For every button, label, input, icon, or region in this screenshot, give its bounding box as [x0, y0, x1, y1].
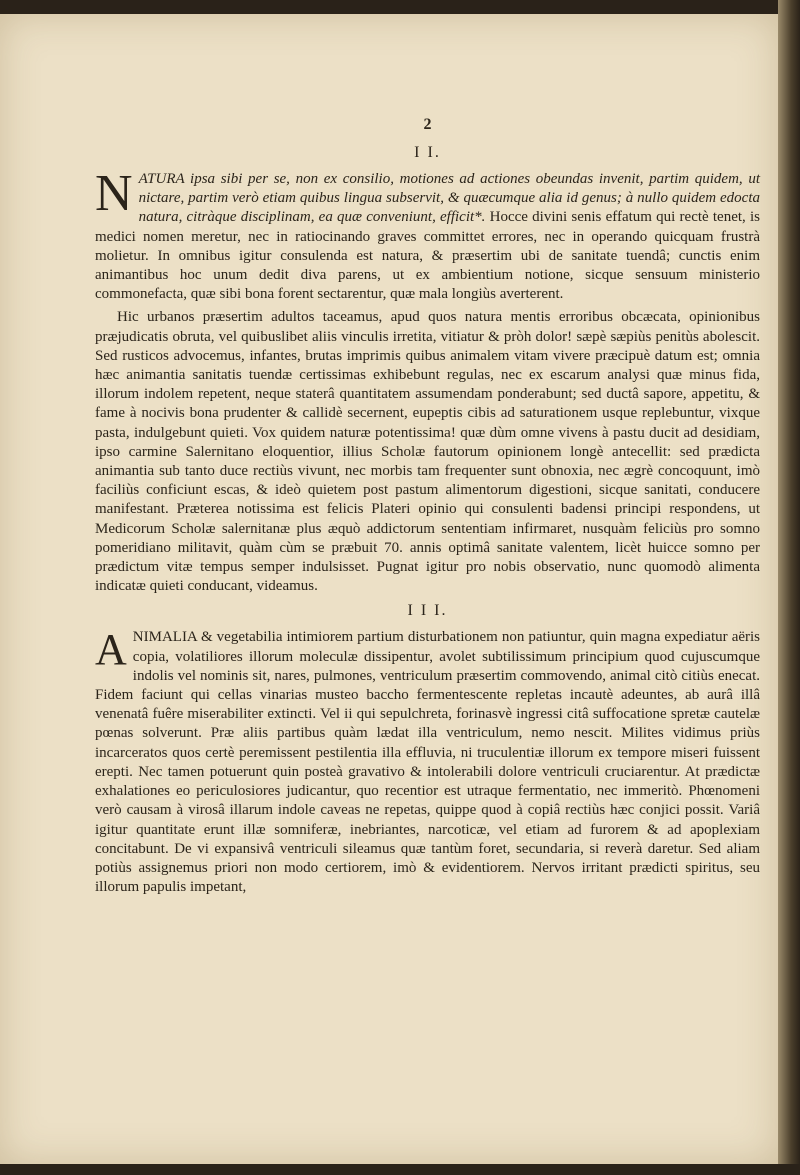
scan-top-border	[0, 0, 800, 14]
section-iii-paragraph	[95, 625, 761, 897]
page-text-block	[95, 116, 760, 897]
lead-caps: NIMALIA	[132, 629, 197, 646]
page-number: 2	[423, 116, 432, 133]
book-page	[0, 14, 778, 1164]
paragraph-body: & vegetabilia intimiorem partium disturbationem non patiuntur, quin magna expediatur aëris copia, volatiliores illorum moleculæ dissipentur, avolet subtilissimum principium quod cujuscumque indolis vel nominis sit, nares, pulmones, ventriculum præsertim commovendo, animal citò citiùs enecat. Fidem faciunt qui cellas vinarias musteo baccho fermentescente repletas incautè adeuntes, ab aurâ illâ venenatâ fuêre miserabiliter extincti. Vel ii qui sepulchreta, forinasvè ingressi citâ suffocatione spretæ cautelæ pœnas solverunt. Præ aliis partibus quàm lædat illa ventriculum, nemo nescit. Milites vidimus priùs incarceratos quos certè peremissent pestilentia illa effluvia, ni truculentiæ illorum ex tempore miseri fuissent erepti. Nec tamen potuerunt quin posteà gravativo & intolerabili dolore ventriculi cruciarentur. At prædictæ exhalationes eo periculosiores judicantur, quo recentior est utraque fermentatio, nec immeritò. Phœnomeni verò causam à virosâ illarum indole caveas ne repetas, quippe quod à copiâ rectiùs hæc conjici possit. Variâ igitur quantitate erunt illæ somniferæ, inebriantes, narcoticæ, vel etiam ad furorem & ad apoplexiam concitabunt. De vi expansivâ ventriculi sileamus quæ tantùm foret, secundaria, si reverà daretur. Sed aliam potiùs assignemus priori non modo certiorem, imò & evidentiorem. Nervos irritant prædicti spiritus, seu illorum papulis impetant,	[95, 629, 761, 896]
section-heading-iii: I I I.	[407, 602, 448, 620]
drop-cap-n: N	[95, 165, 133, 222]
drop-cap-a: A	[95, 625, 127, 675]
scan-bottom-border	[0, 1164, 800, 1175]
italic-quotation: ATURA ipsa sibi per se, non ex consilio, motiones ad actiones obeundas invenit, partim quidem, ut nictare, partim verò etiam quibus lingua subservit, & quæcumque alia id genus; à nullo quidem edocta natura, citràque disciplinam, ea quæ conveniunt, efficit*.	[138, 171, 760, 226]
paragraph-continuation: Hocce divini senis effatum qui rectè tenet, is medici nomen meretur, nec in ratiocinando graves committet errores, nec in operando quicquam frustrà molietur. In omnibus igitur consulenda est natura, & præsertim ubi de sanitate tuendâ; cunctis enim animantibus hoc unum dedit diva parens, ut ex ambientium notione, sicque sensuum ministerio commonefacta, quæ sibi bona forent sectarentur, quæ mala longiùs averterent.	[95, 209, 761, 303]
section-heading-ii: I I.	[414, 144, 441, 161]
section-ii-paragraph-1	[95, 165, 761, 304]
section-ii-paragraph-2: Hic urbanos præsertim adultos taceamus, apud quos natura mentis erroribus obcæcata, opinionibus præjudicatis obruta, vel quibuslibet aliis vinculis irretita, vitiatur & pròh dolor! sæpè sæpiùs penitùs abolescit. Sed rusticos advocemus, infantes, brutas imprimis quibus animalem vitam vivere præcipuè datum est; omnia hæc animantia sanitatis tuendæ certissimas exhibebunt regulas, nec ex escarum analysi quæ minus fida, illorum indolem repetent, neque staterâ quantitatem assumendam ponderabunt; sed ductâ sapore, appetitu, & fame à nocivis bona prudenter & callidè secernent, eupeptis cibis ad saturationem usque replebuntur, vixque pasta, indulgebunt quieti. Vox quidem naturæ potentissima! quæ dùm omne vivens à pastu ducit ad desidiam, ipso carmine Salernitano eloquentior, illius Scholæ fautorum opinionem longè antecellit: sed prædicta animantia sub tanto duce rectiùs vivunt, nec morbis tam frequenter sunt obnoxia, nec ægrè concoquunt, imò faciliùs conficiunt escas, & ideò quietem post pastum alimentorum digestioni, sicque sanitati, conducere manifestant. Præterea notissima est felicis Plateri opinio qui consulenti badensi principi respondens, ut Medicorum Scholæ salernitanæ plus æquò addictorum sententiam infirmaret, nusquàm feliciùs pro somno pomeridiano militavit, quàm cùm se præbuit 70. annis optimâ sanitate valentem, licèt huicce somno per prædictum vitæ tempus semper indulsisset. Pugnat igitur pro nobis observatio, nunc quomodò alimenta indicatæ quieti conducant, videamus.	[95, 309, 760, 595]
book-edge-shadow	[778, 0, 800, 1175]
